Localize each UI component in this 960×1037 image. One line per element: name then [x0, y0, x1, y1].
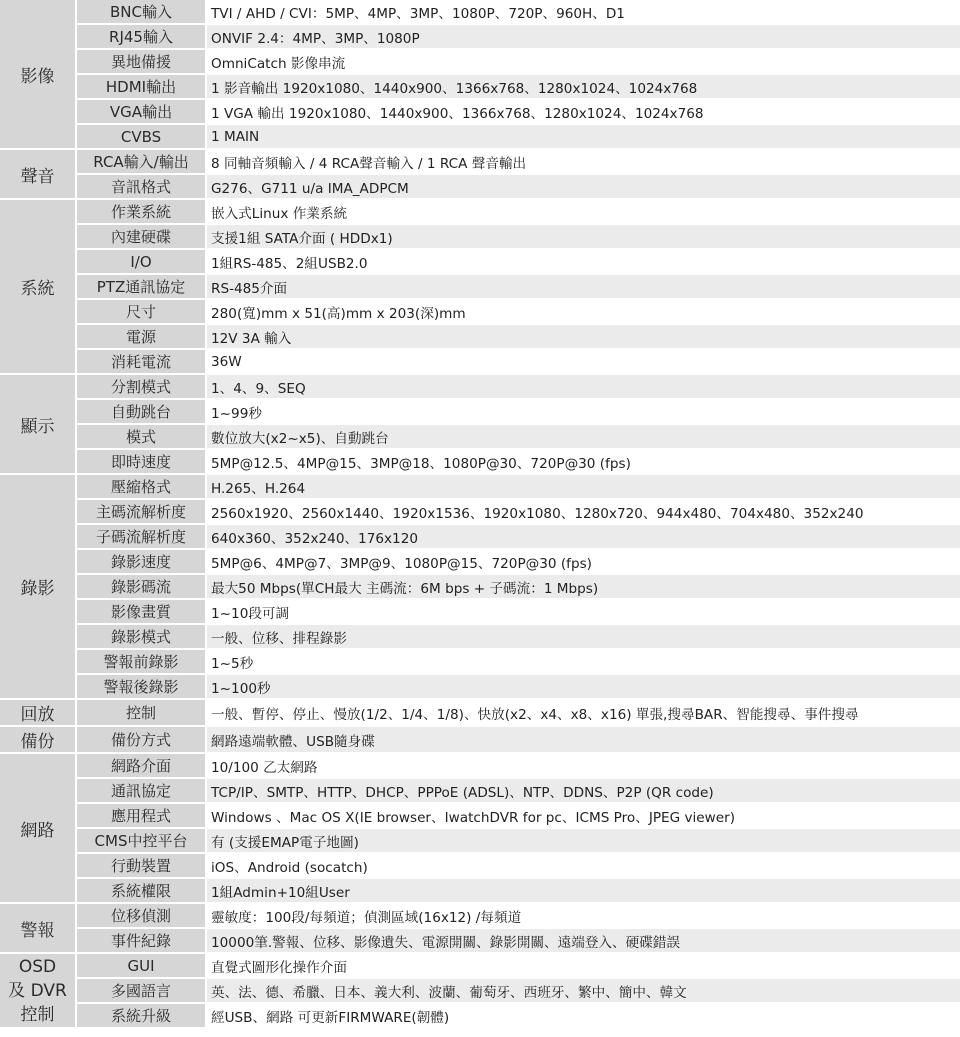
- spec-value: 靈敏度：100段/每頻道；偵測區域(16x12) /每頻道: [206, 903, 960, 928]
- table-row: [0, 778, 960, 803]
- spec-label: 影像畫質: [76, 599, 206, 624]
- table-row: [0, 726, 960, 753]
- category-line: OSD: [18, 956, 57, 977]
- spec-value: 640x360、352x240、176x120: [206, 524, 960, 549]
- spec-value: 有 (支援EMAP電子地圖): [206, 828, 960, 853]
- spec-value: 12V 3A 輸入: [206, 324, 960, 349]
- spec-label: I/O: [76, 249, 206, 274]
- spec-label: 主碼流解析度: [76, 499, 206, 524]
- spec-label: 即時速度: [76, 449, 206, 474]
- spec-label: 通訊協定: [76, 778, 206, 803]
- table-row: [0, 978, 960, 1003]
- spec-label: RJ45輸入: [76, 24, 206, 49]
- spec-label: PTZ通訊協定: [76, 274, 206, 299]
- table-row: [0, 699, 960, 726]
- category-alarm: 警報: [0, 903, 76, 953]
- spec-label: CVBS: [76, 124, 206, 149]
- table-row: [0, 24, 960, 49]
- spec-value: TCP/IP、SMTP、HTTP、DHCP、PPPoE (ADSL)、NTP、DDNS、P2P (QR code): [206, 778, 960, 803]
- spec-value: 2560x1920、2560x1440、1920x1536、1920x1080、1280x720、944x480、704x480、352x240: [206, 499, 960, 524]
- spec-value: G276、G711 u/a IMA_ADPCM: [206, 174, 960, 199]
- spec-value: 一般、位移、排程錄影: [206, 624, 960, 649]
- spec-label: 事件紀錄: [76, 928, 206, 953]
- spec-value: 10/100 乙太網路: [206, 753, 960, 778]
- table-row: [0, 374, 960, 399]
- table-row: [0, 399, 960, 424]
- category-line: 及 DVR: [8, 980, 67, 1001]
- spec-label: 位移偵測: [76, 903, 206, 928]
- table-row: [0, 199, 960, 224]
- spec-value: 1~5秒: [206, 649, 960, 674]
- spec-label: 作業系統: [76, 199, 206, 224]
- category-audio: 聲音: [0, 149, 76, 199]
- spec-label: 消耗電流: [76, 349, 206, 374]
- table-row: [0, 174, 960, 199]
- spec-value: 一般、暫停、停止、慢放(1/2、1/4、1/8)、快放(x2、x4、x8、x16) 單張,搜尋BAR、智能搜尋、事件搜尋: [206, 699, 960, 726]
- category-backup: 備份: [0, 726, 76, 753]
- spec-label: 音訊格式: [76, 174, 206, 199]
- table-row: [0, 99, 960, 124]
- table-row: [0, 624, 960, 649]
- spec-label: 網路介面: [76, 753, 206, 778]
- category-display: 顯示: [0, 374, 76, 474]
- spec-label: 警報後錄影: [76, 674, 206, 699]
- table-row: [0, 903, 960, 928]
- category-recording: 錄影: [0, 474, 76, 699]
- table-row: [0, 274, 960, 299]
- spec-label: 應用程式: [76, 803, 206, 828]
- table-row: [0, 524, 960, 549]
- spec-value: 英、法、德、希臘、日本、義大利、波蘭、葡萄牙、西班牙、繁中、簡中、韓文: [206, 978, 960, 1003]
- table-row: [0, 599, 960, 624]
- spec-value: Windows 、Mac OS X(IE browser、IwatchDVR for pc、ICMS Pro、JPEG viewer): [206, 803, 960, 828]
- table-row: [0, 74, 960, 99]
- spec-value: 直覺式圖形化操作介面: [206, 953, 960, 978]
- table-row: [0, 49, 960, 74]
- table-row: [0, 299, 960, 324]
- spec-value: 1~10段可調: [206, 599, 960, 624]
- table-row: [0, 549, 960, 574]
- spec-label: 錄影碼流: [76, 574, 206, 599]
- spec-label: VGA輸出: [76, 99, 206, 124]
- spec-value: 1、4、9、SEQ: [206, 374, 960, 399]
- spec-value: 最大50 Mbps(單CH最大 主碼流：6M bps + 子碼流：1 Mbps): [206, 574, 960, 599]
- spec-label: RCA輸入/輸出: [76, 149, 206, 174]
- spec-value: H.265、H.264: [206, 474, 960, 499]
- spec-value: 網路遠端軟體、USB隨身碟: [206, 726, 960, 753]
- table-row: [0, 803, 960, 828]
- table-row: [0, 324, 960, 349]
- table-row: [0, 499, 960, 524]
- spec-value: ONVIF 2.4：4MP、3MP、1080P: [206, 24, 960, 49]
- table-row: [0, 349, 960, 374]
- spec-label: 系統升級: [76, 1003, 206, 1028]
- table-row: [0, 0, 960, 24]
- table-row: [0, 149, 960, 174]
- table-row: [0, 449, 960, 474]
- spec-value: RS-485介面: [206, 274, 960, 299]
- spec-value: 數位放大(x2~x5)、自動跳台: [206, 424, 960, 449]
- spec-label: 電源: [76, 324, 206, 349]
- category-system: 系統: [0, 199, 76, 374]
- spec-label: HDMI輸出: [76, 74, 206, 99]
- category-playback: 回放: [0, 699, 76, 726]
- spec-label: 錄影速度: [76, 549, 206, 574]
- spec-value: 支援1組 SATA介面 ( HDDx1): [206, 224, 960, 249]
- table-row: [0, 928, 960, 953]
- table-row: [0, 424, 960, 449]
- spec-value: iOS、Android (socatch): [206, 853, 960, 878]
- spec-value: 1組Admin+10組User: [206, 878, 960, 903]
- category-line: 控制: [20, 1004, 55, 1025]
- spec-label: GUI: [76, 953, 206, 978]
- spec-value: 280(寬)mm x 51(高)mm x 203(深)mm: [206, 299, 960, 324]
- spec-value: 10000筆.警報、位移、影像遺失、電源開關、錄影開關、遠端登入、硬碟錯誤: [206, 928, 960, 953]
- spec-label: 尺寸: [76, 299, 206, 324]
- spec-label: 子碼流解析度: [76, 524, 206, 549]
- table-row: [0, 853, 960, 878]
- table-row: [0, 953, 960, 978]
- spec-value: 1 VGA 輸出 1920x1080、1440x900、1366x768、1280x1024、1024x768: [206, 99, 960, 124]
- table-row: [0, 249, 960, 274]
- table-row: [0, 1003, 960, 1028]
- spec-label: 內建硬碟: [76, 224, 206, 249]
- spec-label: 警報前錄影: [76, 649, 206, 674]
- table-row: [0, 753, 960, 778]
- spec-value: 1 影音輸出 1920x1080、1440x900、1366x768、1280x1024、1024x768: [206, 74, 960, 99]
- spec-value: 8 同軸音頻輸入 / 4 RCA聲音輸入 / 1 RCA 聲音輸出: [206, 149, 960, 174]
- spec-label: 多國語言: [76, 978, 206, 1003]
- spec-label: 異地備援: [76, 49, 206, 74]
- category-video: 影像: [0, 0, 76, 149]
- spec-value: TVI / AHD / CVI：5MP、4MP、3MP、1080P、720P、960H、D1: [206, 0, 960, 24]
- spec-label: 行動裝置: [76, 853, 206, 878]
- spec-label: 控制: [76, 699, 206, 726]
- category-osd-dvr-control: [0, 953, 76, 1028]
- spec-label: 分割模式: [76, 374, 206, 399]
- table-row: [0, 878, 960, 903]
- table-row: [0, 649, 960, 674]
- spec-label: CMS中控平台: [76, 828, 206, 853]
- spec-value: 1 MAIN: [206, 124, 960, 149]
- spec-label: 自動跳台: [76, 399, 206, 424]
- spec-label: 模式: [76, 424, 206, 449]
- spec-value: 1組RS-485、2組USB2.0: [206, 249, 960, 274]
- spec-value: 1~99秒: [206, 399, 960, 424]
- spec-value: 5MP@12.5、4MP@15、3MP@18、1080P@30、720P@30 (fps): [206, 449, 960, 474]
- table-row: [0, 574, 960, 599]
- table-row: [0, 224, 960, 249]
- spec-label: BNC輸入: [76, 0, 206, 24]
- spec-value: 5MP@6、4MP@7、3MP@9、1080P@15、720P@30 (fps): [206, 549, 960, 574]
- spec-label: 壓縮格式: [76, 474, 206, 499]
- category-network: 網路: [0, 753, 76, 903]
- spec-value: 嵌入式Linux 作業系統: [206, 199, 960, 224]
- spec-label: 錄影模式: [76, 624, 206, 649]
- spec-value: OmniCatch 影像串流: [206, 49, 960, 74]
- table-row: [0, 474, 960, 499]
- table-row: [0, 674, 960, 699]
- spec-value: 36W: [206, 349, 960, 374]
- spec-value: 1~100秒: [206, 674, 960, 699]
- spec-label: 系統權限: [76, 878, 206, 903]
- table-row: [0, 828, 960, 853]
- spec-label: 備份方式: [76, 726, 206, 753]
- table-row: [0, 124, 960, 149]
- spec-value: 經USB、網路 可更新FIRMWARE(韌體): [206, 1003, 960, 1028]
